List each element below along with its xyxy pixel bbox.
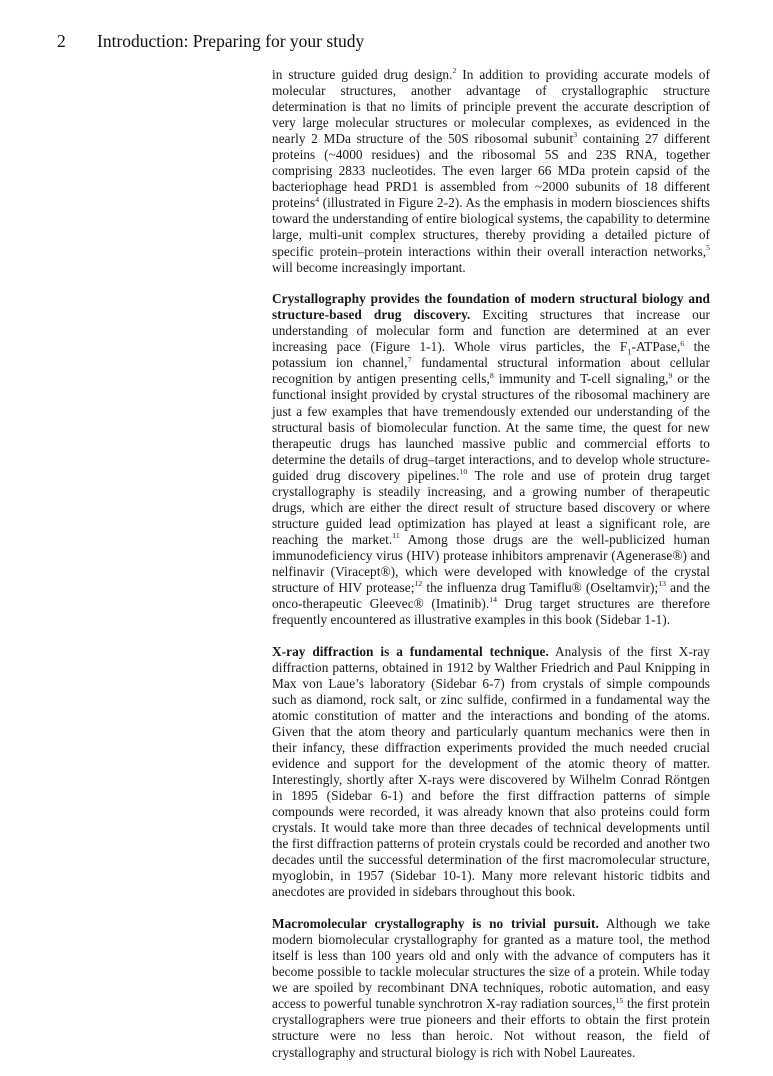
reference-number: 6 — [680, 338, 685, 348]
text-run: Exciting structures that increase our understanding of molecular form and function are determined at an ever increasing pace (Figure 1-1). Whole virus particles, the F — [272, 307, 710, 355]
text-run: Although we take modern biomolecular crystallography for granted as a mature tool, the method itself is less than 100 years old and only with the advance of computers has it become possible to tackle molecular structures the size of a protein. While today we are spoiled by recombinant DNA techniques, robotic automation, and easy access to powerful tunable synchrotron X-ray radiation sources, — [272, 916, 710, 1012]
paragraph-lead: Crystallography provides the foundation of modern structural biology and structure-based drug discovery. — [272, 291, 710, 323]
text-run: -ATPase, — [631, 339, 681, 355]
text-run: and the onco-therapeutic Gleevec® (Imatinib). — [272, 580, 710, 612]
reference-number: 10 — [459, 466, 468, 476]
paragraph — [272, 291, 710, 628]
page-number: 2 — [57, 31, 66, 51]
paragraph-lead: X-ray diffraction is a fundamental technique. — [272, 643, 549, 659]
reference-number: 9 — [668, 370, 673, 380]
text-run: the first protein crystallographers were true pioneers and their efforts to obtain the first protein structure were no less than heroic. Not without reason, the field of crystallography and structural biology is rich with Nobel Laureates. — [272, 996, 711, 1060]
paragraph — [272, 916, 710, 1060]
reference-number: 2 — [452, 66, 457, 76]
text-run: (illustrated in Figure 2-2). As the emphasis in modern biosciences shifts toward the understanding of entire biological systems, the capability to determine large, multi-unit complex structures, thereby providing a detailed picture of specific protein–protein interactions within their overall interaction networks, — [272, 195, 710, 259]
running-title: Introduction: Preparing for your study — [97, 31, 365, 51]
reference-number: 7 — [407, 354, 412, 364]
text-run: the potassium ion channel, — [272, 339, 710, 371]
reference-number: 14 — [489, 595, 498, 605]
reference-number: 11 — [392, 531, 400, 541]
reference-number: 12 — [414, 579, 423, 589]
text-run: the influenza drug Tamiflu® (Oseltamvir); — [422, 580, 659, 596]
reference-number: 3 — [573, 130, 578, 140]
text-run: In addition to providing accurate models of molecular structures, another advantage of crystallographic structure determination is that no limits of principle prevent the accurate description of very large molecular structures or molecular complexes, as evidenced in the nearly 2 MDa structure of the 50S ribosomal subunit — [272, 67, 710, 147]
subscript: 1 — [627, 348, 632, 357]
reference-number: 13 — [658, 579, 667, 589]
running-header — [57, 31, 364, 52]
reference-number: 8 — [489, 370, 494, 380]
text-run: immunity and T-cell signaling, — [493, 371, 669, 387]
text-run: fundamental structural information about cellular recognition by antigen presenting cells, — [272, 355, 710, 387]
paragraph — [272, 644, 710, 901]
text-run: will become increasingly important. — [272, 259, 466, 275]
text-run: Analysis of the first X-ray diffraction patterns, obtained in 1912 by Walther Friedrich and Paul Knipping in Max von Laue’s laboratory (Sidebar 6-7) from crystals of simple compounds such as diamond, rock salt, or zinc sulfide, confirmed in a fundamental way the atomic constitution of matter and the interactions and bonding of the atoms. Given that the atom theory and particularly quantum mechanics were then in their infancy, these diffraction experiments provided the much needed crucial evidence and support for the development of the atomic theory of matter. Interestingly, shortly after X-rays were discovered by Wilhelm Conrad Röntgen in 1895 (Sidebar 6-1) and before the first diffraction patterns of simple compounds were recorded, it was already known that also proteins could form crystals. It would take more than three decades of technical developments until the first diffraction patterns of protein crystals could be recorded and another two decades until the successful determination of the first macromolecular structure, myoglobin, in 1957 (Sidebar 10-1). Many more relevant historic tidbits and anecdotes are provided in sidebars throughout this book. — [272, 643, 710, 900]
reference-number: 5 — [706, 242, 710, 252]
reference-number: 15 — [615, 995, 624, 1005]
text-run: in structure guided drug design. — [272, 67, 453, 82]
text-run: or the functional insight provided by crystal structures of the ribosomal machinery are just a few examples that have tremendously extended our understanding of the structural basis of biomolecular function. At the same time, the quest for new therapeutic drugs has launched massive public and commercial efforts to determine the details of drug–target interactions, and to develop whole structure-guided drug discovery pipelines. — [272, 371, 710, 483]
text-run: Among those drugs are the well-publicized human immunodeficiency virus (HIV) protease inhibitors amprenavir (Agenerase®) and nelfinavir (Viracept®), which were developed with knowledge of the crystal structure of HIV protease; — [272, 531, 710, 596]
text-run: containing 27 different proteins (~4000 residues) and the ribosomal 5S and 23S RNA, together comprising 2833 nucleotides. The even larger 66 MDa protein capsid of the bacteriophage head PRD1 is assembled from ~2000 subunits of 18 different proteins — [272, 131, 710, 211]
text-run: The role and use of protein drug target crystallography is steadily increasing, and a growing number of therapeutic drugs, which are either the direct result of structure based discovery or where structure guided lead optimization has played at least a significant role, are reaching the market. — [272, 467, 711, 547]
text-run: Drug target structures are therefore frequently encountered as illustrative examples in this book (Sidebar 1-1). — [272, 596, 710, 628]
paragraph — [272, 67, 710, 276]
paragraph-lead: Macromolecular crystallography is no trivial pursuit. — [272, 916, 599, 932]
reference-number: 4 — [315, 194, 320, 204]
body-text — [272, 67, 710, 1076]
